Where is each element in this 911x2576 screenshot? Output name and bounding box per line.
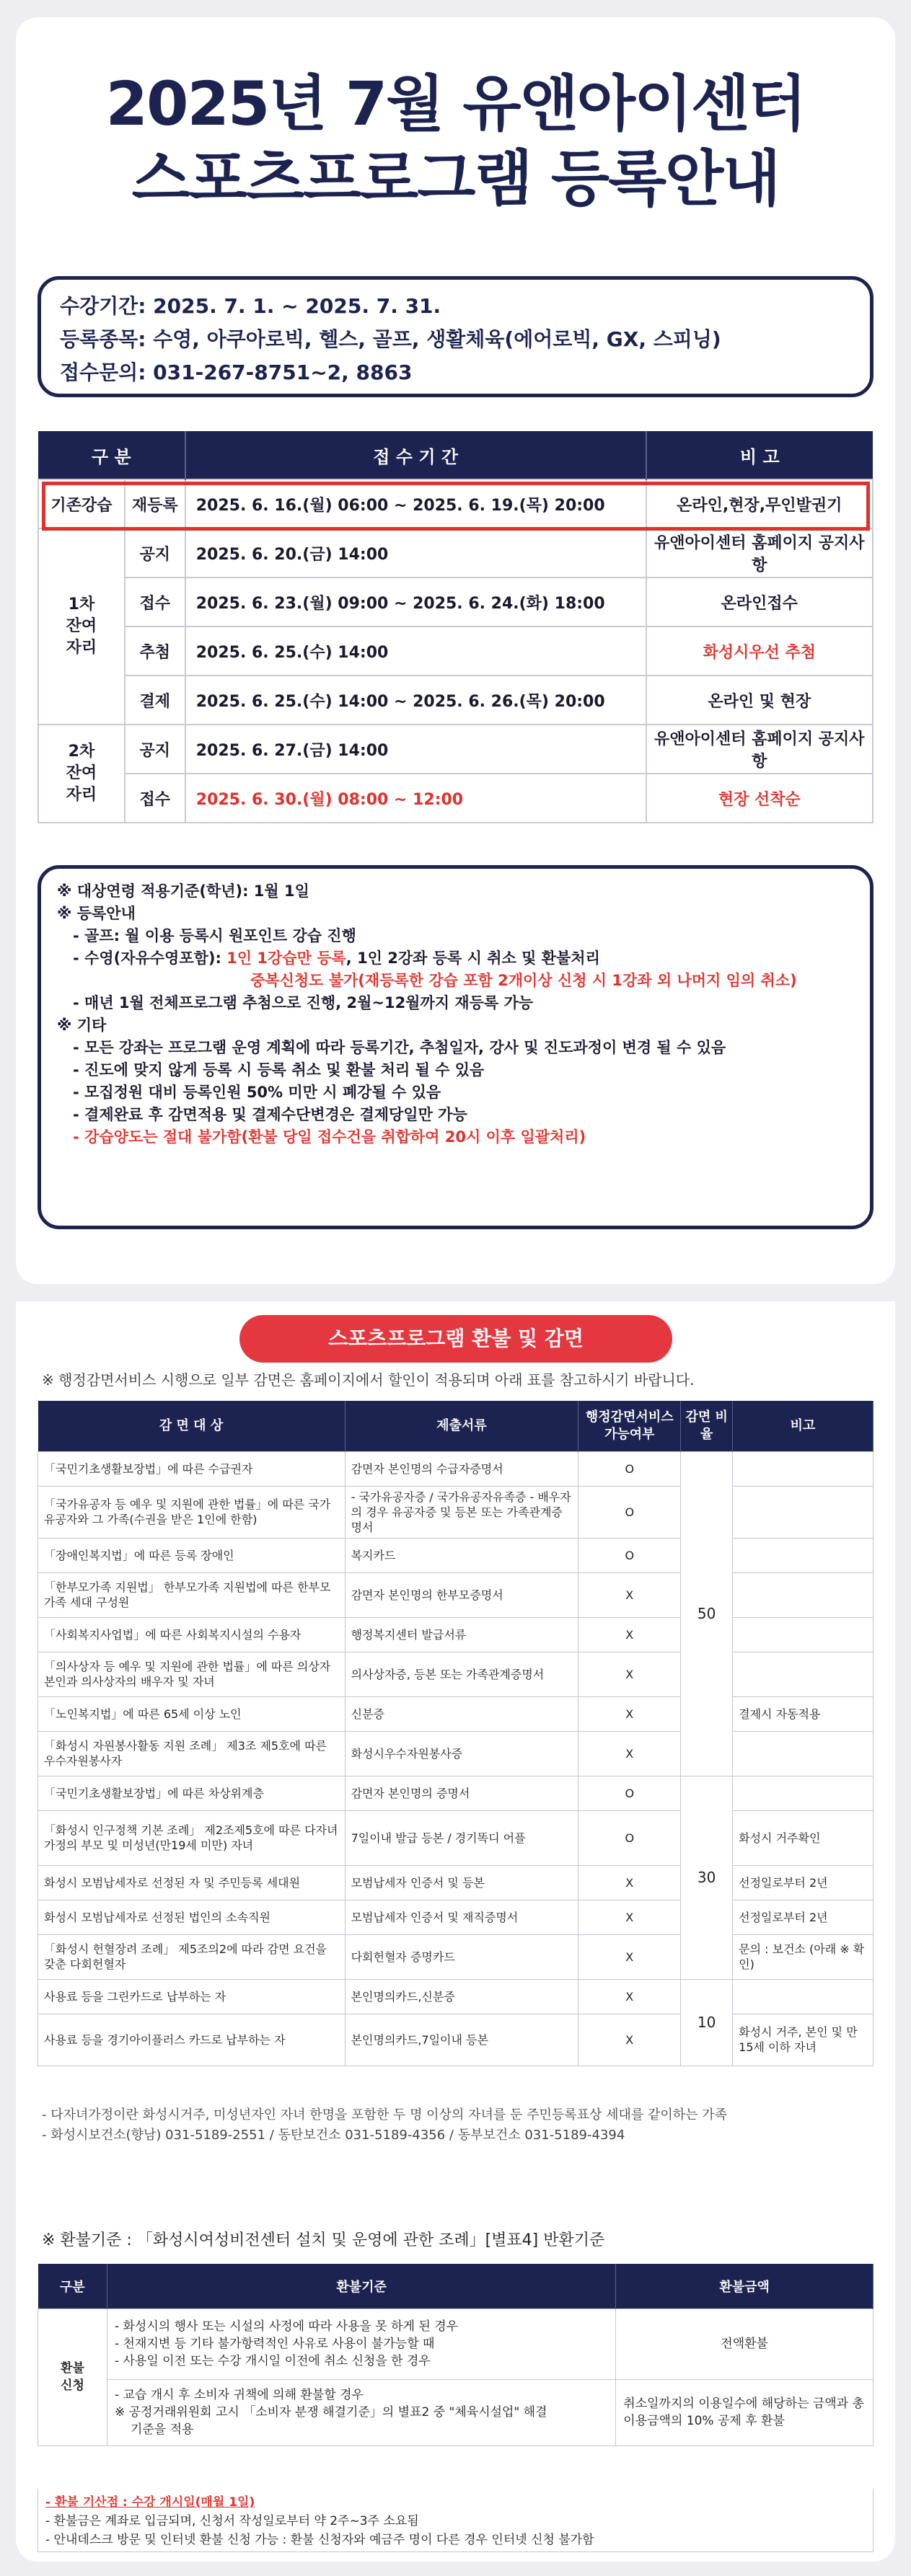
round2-label <box>38 725 125 823</box>
round1-type: 추첨 <box>125 627 185 676</box>
table-row <box>38 479 873 528</box>
info-box <box>38 276 873 397</box>
admin: X <box>578 1900 681 1934</box>
docs: 감면자 본인명의 증명서 <box>345 1776 578 1810</box>
note <box>733 1451 873 1486</box>
round1-note: 온라인접수 <box>646 577 873 627</box>
existing-note: 온라인,현장,무인발권기 <box>646 479 873 528</box>
col-amount: 환불금액 <box>616 2264 873 2309</box>
title-line-2: 스포츠프로그램 등록안내 <box>131 143 780 214</box>
admin: X <box>578 1617 681 1652</box>
existing-type: 재등록 <box>125 479 185 528</box>
docs: 다회헌혈자 증명카드 <box>345 1934 578 1979</box>
table-row <box>38 725 873 774</box>
note: 화성시 거주확인 <box>733 1810 873 1865</box>
admin: O <box>578 1538 681 1572</box>
schedule-header-row <box>38 431 873 479</box>
target: 「국민기초생활보장법」에 따른 수급권자 <box>38 1451 346 1486</box>
page-title <box>29 66 882 216</box>
note <box>733 1617 873 1652</box>
table-row <box>38 1810 873 1865</box>
admin: O <box>578 1776 681 1810</box>
criteria-line: - 사용일 이전 또는 수강 개시일 이전에 취소 신청을 한 경우 <box>114 2354 431 2368</box>
schedule-table <box>38 431 873 823</box>
refund-foot-line: - 안내데스크 방문 및 인터넷 환불 신청 가능 : 환불 신청자와 예금주 명이 다른 경우 인터넷 신청 불가함 <box>45 2533 594 2547</box>
col-category: 구 분 <box>38 431 185 479</box>
docs: 감면자 본인명의 한부모증명서 <box>345 1572 578 1617</box>
note: 선정일로부터 2년 <box>733 1865 873 1900</box>
table-row <box>38 774 873 823</box>
table-row <box>38 2379 873 2446</box>
col-note: 비고 <box>733 1401 873 1451</box>
discount-subnote: ※ 행정감면서비스 시행으로 일부 감면은 홈페이지에서 할인이 적용되며 아래 표를 참고하시기 바랍니다. <box>42 1371 695 1389</box>
note <box>733 1572 873 1617</box>
refund-criteria-2 <box>107 2379 615 2446</box>
refund-footer <box>38 2489 873 2552</box>
note <box>733 1538 873 1572</box>
note-line: - 골프: 월 이용 등록시 원포인트 강습 진행 <box>73 927 356 944</box>
swim-rule: , 1인 2강좌 등록 시 취소 및 환불처리 <box>346 950 600 967</box>
target: 「국민기초생활보장법」에 따른 차상위계층 <box>38 1776 346 1810</box>
col-docs: 제출서류 <box>345 1401 578 1451</box>
note: 화성시 거주, 본인 및 만 15세 이하 자녀 <box>733 2014 873 2066</box>
discount-header-row <box>38 1401 873 1451</box>
round2-note: 현장 선착순 <box>646 774 873 823</box>
admin: X <box>578 2014 681 2066</box>
table-row <box>38 1538 873 1572</box>
note-line: ※ 대상연령 적용기준(학년): 1월 1일 <box>57 882 309 900</box>
criteria-line: 기준을 적용 <box>130 2422 194 2437</box>
table-row <box>38 1486 873 1538</box>
refund-header-row <box>38 2264 873 2309</box>
target: 「화성시 자원봉사활동 지원 조례」 제3조 제5호에 따른 우수자원봉사자 <box>38 1731 346 1776</box>
note-line: - 모든 강좌는 프로그램 운영 계획에 따라 등록기간, 추첨일자, 강사 및 진도과정이 변경 될 수 있음 <box>73 1039 726 1056</box>
note-line: - 결제완료 후 감면적용 및 결제수단변경은 결제당일만 가능 <box>73 1106 467 1123</box>
col-target: 감 면 대 상 <box>38 1401 346 1451</box>
existing-group: 기존강습 <box>38 479 125 528</box>
criteria-line: - 천재지변 등 기타 불가항력적인 사유로 사용이 불가능할 때 <box>114 2337 435 2351</box>
note: 결제시 자동적용 <box>733 1696 873 1731</box>
admin: X <box>578 1696 681 1731</box>
docs: 행정복지센터 발급서류 <box>345 1617 578 1652</box>
criteria-line: - 교습 개시 후 소비자 귀책에 의해 환불할 경우 <box>114 2388 364 2402</box>
admin: X <box>578 1652 681 1696</box>
docs: 감면자 본인명의 수급자증명서 <box>345 1451 578 1486</box>
col-admin: 행정감면서비스 가능여부 <box>578 1401 681 1451</box>
table-row <box>38 2309 873 2379</box>
round2-type: 접수 <box>125 774 185 823</box>
note-line <box>57 947 854 970</box>
docs: 모범납세자 인증서 및 등본 <box>345 1865 578 1900</box>
round2-period: 2025. 6. 30.(월) 08:00 ~ 12:00 <box>185 774 646 823</box>
col-criteria: 환불기준 <box>107 2264 615 2309</box>
refund-amount-1: 전액환불 <box>616 2309 873 2379</box>
title-line-1: 2025년 7월 유앤아이센터 <box>105 68 806 139</box>
refund-foot-line: - 환불금은 계좌로 입금되며, 신청서 작성일로부터 약 2주~3주 소요됨 <box>45 2514 419 2528</box>
admin: O <box>578 1486 681 1538</box>
table-row <box>38 1934 873 1979</box>
table-row <box>38 1572 873 1617</box>
table-row <box>38 1696 873 1731</box>
table-row <box>38 528 873 577</box>
round1-period: 2025. 6. 25.(수) 14:00 ~ 2025. 6. 26.(목) 20:00 <box>185 676 646 725</box>
refund-category-text: 환불 신청 <box>61 2361 84 2393</box>
table-row <box>38 1652 873 1696</box>
table-row <box>38 1776 873 1810</box>
round1-note: 화성시우선 추첨 <box>646 627 873 676</box>
admin: O <box>578 1451 681 1486</box>
program-list: 등록종목: 수영, 아쿠아로빅, 헬스, 골프, 생활체육(에어로빅, GX, 스피닝) <box>60 327 721 351</box>
refund-table <box>38 2264 873 2446</box>
note <box>733 1979 873 2014</box>
existing-period: 2025. 6. 16.(월) 06:00 ~ 2025. 6. 19.(목) 20:00 <box>185 479 646 528</box>
discount-footnotes <box>42 2105 727 2146</box>
admin: X <box>578 1934 681 1979</box>
col-note: 비 고 <box>646 431 873 479</box>
target: 「사회복지사업법」에 따른 사회복지시설의 수용자 <box>38 1617 346 1652</box>
docs: 신분증 <box>345 1696 578 1731</box>
table-row <box>38 577 873 627</box>
docs: 의사상자증, 등본 또는 가족관계증명서 <box>345 1652 578 1696</box>
refund-foot-line: - 환불 기산점 : 수강 개시일(매월 1일) <box>45 2495 255 2510</box>
table-row <box>38 1900 873 1934</box>
refund-category <box>38 2309 107 2446</box>
admin: X <box>578 1979 681 2014</box>
target: 화성시 모범납세자로 선정된 법인의 소속직원 <box>38 1900 346 1934</box>
table-row <box>38 1865 873 1900</box>
target: 「화성시 인구정책 기본 조례」 제2조제5호에 따른 다자녀가정의 부모 및 미성년(만19세 미만) 자녀 <box>38 1810 346 1865</box>
docs: 7일이내 발급 등본 / 경기똑디 어플 <box>345 1810 578 1865</box>
col-period: 접 수 기 간 <box>185 431 646 479</box>
note-line: - 강습양도는 절대 불가함(환불 당일 접수건을 취합하여 20시 이후 일괄처리) <box>73 1128 586 1146</box>
note <box>733 1731 873 1776</box>
admin: O <box>578 1810 681 1865</box>
note-line: - 진도에 맞지 않게 등록 시 등록 취소 및 환불 처리 될 수 있음 <box>73 1061 485 1079</box>
round1-type: 공지 <box>125 528 185 577</box>
round1-note: 온라인 및 현장 <box>646 676 873 725</box>
rate-10: 10 <box>681 1979 733 2066</box>
target: 사용료 등을 그린카드로 납부하는 자 <box>38 1979 346 2014</box>
refund-title: ※ 환불기준 : 「화성시여성비전센터 설치 및 운영에 관한 조례」[별표4] 반환기준 <box>42 2231 605 2249</box>
round2-label-text: 2차 잔여 자리 <box>66 743 97 804</box>
rate-30: 30 <box>681 1776 733 1979</box>
docs: 모범납세자 인증서 및 재직증명서 <box>345 1900 578 1934</box>
target: 화성시 모범납세자로 선정된 자 및 주민등록 세대원 <box>38 1865 346 1900</box>
criteria-line: - 화성시의 행사 또는 시설의 사정에 따라 사용을 못 하게 된 경우 <box>114 2319 459 2334</box>
note-line: - 모집정원 대비 등록인원 50% 미만 시 폐강될 수 있음 <box>73 1084 441 1101</box>
table-row <box>38 676 873 725</box>
admin: X <box>578 1731 681 1776</box>
swim-label: - 수영(자유수영포함): <box>73 950 227 967</box>
note-line: ※ 기타 <box>57 1017 107 1034</box>
note <box>733 1776 873 1810</box>
discount-banner: 스포츠프로그램 환불 및 감면 <box>239 1315 672 1363</box>
docs: - 국가유공자증 / 국가유공자유족증 - 배우자의 경우 유공자증 및 등본 또는 가족관계증명서 <box>345 1486 578 1538</box>
table-row <box>38 1451 873 1486</box>
table-row <box>38 1731 873 1776</box>
round1-period: 2025. 6. 25.(수) 14:00 <box>185 627 646 676</box>
note-line: 중복신청도 불가(재등록한 강습 포함 2개이상 신청 시 1강좌 외 나머지 임의 취소) <box>250 972 797 989</box>
refund-criteria-1 <box>107 2309 615 2379</box>
target: 「화성시 헌혈장려 조례」 제5조의2에 따라 감면 요건을 갖춘 다회헌혈자 <box>38 1934 346 1979</box>
admin: X <box>578 1572 681 1617</box>
round2-period: 2025. 6. 27.(금) 14:00 <box>185 725 646 774</box>
note <box>733 1652 873 1696</box>
round1-note: 유앤아이센터 홈페이지 공지사항 <box>646 528 873 577</box>
note <box>733 1486 873 1538</box>
admin: X <box>578 1865 681 1900</box>
table-row <box>38 1979 873 2014</box>
discount-table <box>38 1401 873 2066</box>
target: 「의사상자 등 예우 및 지원에 관한 법률」에 따른 의상자 본인과 의사상자의 배우자 및 자녀 <box>38 1652 346 1696</box>
target: 사용료 등을 경기아이플러스 카드로 납부하는 자 <box>38 2014 346 2066</box>
note: 문의 : 보건소 (아래 ※ 확인) <box>733 1934 873 1979</box>
round1-type: 결제 <box>125 676 185 725</box>
col-rate: 감면 비율 <box>681 1401 733 1451</box>
round1-period: 2025. 6. 20.(금) 14:00 <box>185 528 646 577</box>
course-period: 수강기간: 2025. 7. 1. ~ 2025. 7. 31. <box>60 294 441 318</box>
target: 「국가유공자 등 예우 및 지원에 관한 법률」에 따른 국가유공자와 그 가족(수권을 받은 1인에 한함) <box>38 1486 346 1538</box>
round1-period: 2025. 6. 23.(월) 09:00 ~ 2025. 6. 24.(화) 18:00 <box>185 577 646 627</box>
round1-type: 접수 <box>125 577 185 627</box>
footnote: - 다자녀가정이란 화성시거주, 미성년자인 자녀 한명을 포함한 두 명 이상의 자녀를 둔 주민등록표상 세대를 같이하는 가족 <box>42 2107 728 2123</box>
col-category: 구분 <box>38 2264 107 2309</box>
target: 「한부모가족 지원법」 한부모가족 지원법에 따른 한부모가족 세대 구성원 <box>38 1572 346 1617</box>
note-line: - 매년 1월 전체프로그램 추첨으로 진행, 2월~12월까지 재등록 가능 <box>73 994 534 1012</box>
contact-info: 접수문의: 031-267-8751~2, 8863 <box>60 360 413 384</box>
round1-label <box>38 528 125 725</box>
round2-type: 공지 <box>125 725 185 774</box>
round1-label-text: 1차 잔여 자리 <box>66 596 97 657</box>
table-row <box>38 627 873 676</box>
refund-amount-2: 취소일까지의 이용일수에 해당하는 금액과 총 이용금액의 10% 공제 후 환불 <box>616 2379 873 2446</box>
round2-note: 유앤아이센터 홈페이지 공지사항 <box>646 725 873 774</box>
note-line: ※ 등록안내 <box>57 905 136 922</box>
docs: 본인명의카드,신분증 <box>345 1979 578 2014</box>
target: 「노인복지법」에 따른 65세 이상 노인 <box>38 1696 346 1731</box>
docs: 본인명의카드,7일이내 등본 <box>345 2014 578 2066</box>
target: 「장애인복지법」에 따른 등록 장애인 <box>38 1538 346 1572</box>
table-row <box>38 1617 873 1652</box>
docs: 복지카드 <box>345 1538 578 1572</box>
note: 선정일로부터 2년 <box>733 1900 873 1934</box>
swim-one-course: 1인 1강습만 등록 <box>226 950 346 967</box>
docs: 화성시우수자원봉사증 <box>345 1731 578 1776</box>
rate-50: 50 <box>681 1451 733 1776</box>
table-row <box>38 2014 873 2066</box>
notes-box <box>38 865 873 1229</box>
footnote: - 화성시보건소(향남) 031-5189-2551 / 동탄보건소 031-5189-4356 / 동부보건소 031-5189-4394 <box>42 2128 625 2143</box>
criteria-line: ※ 공정거래위원회 고시 「소비자 분쟁 해결기준」의 별표2 중 "체육시설업" 해결 <box>114 2405 547 2420</box>
